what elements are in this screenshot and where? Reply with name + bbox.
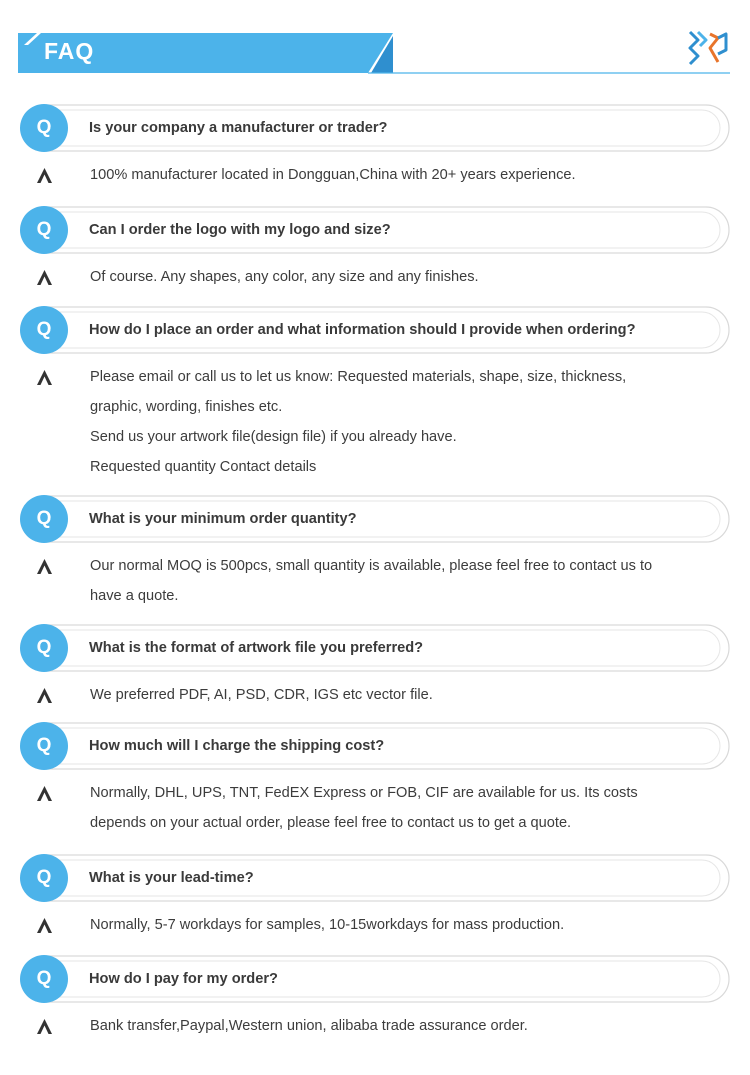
answer-line: graphic, wording, finishes etc.: [90, 399, 283, 415]
question-text: How much will I charge the shipping cost?: [89, 738, 385, 754]
answer-marker-icon: [36, 917, 53, 934]
answer-line: Bank transfer,Paypal,Western union, alibaba trade assurance order.: [90, 1018, 528, 1034]
answer-marker-icon: [36, 687, 53, 704]
answer-text: [90, 160, 710, 190]
answer-line: depends on your actual order, please feel free to contact us to get a quote.: [90, 815, 572, 831]
question-row: [20, 104, 730, 152]
answer-marker-icon: [36, 558, 53, 575]
question-row: [20, 955, 730, 1003]
page-header: [0, 0, 750, 90]
question-row: [20, 722, 730, 770]
answer-line: Normally, 5-7 workdays for samples, 10-15workdays for mass production.: [90, 917, 565, 933]
answer-marker-icon: [36, 369, 53, 386]
answer-marker-icon: [36, 167, 53, 184]
question-row: [20, 624, 730, 672]
question-text: How do I pay for my order?: [89, 971, 278, 987]
question-marker-icon: Q: [20, 722, 68, 770]
question-marker-icon: Q: [20, 955, 68, 1003]
answer-text: [90, 1011, 710, 1041]
answer-marker-icon: [36, 1018, 53, 1035]
question-text: What is your lead-time?: [89, 870, 254, 886]
question-marker-icon: Q: [20, 306, 68, 354]
answer-line: Of course. Any shapes, any color, any size and any finishes.: [90, 269, 479, 285]
question-marker-icon: Q: [20, 206, 68, 254]
question-row: [20, 495, 730, 543]
answer-line: Normally, DHL, UPS, TNT, FedEX Express or FOB, CIF are available for us. Its costs: [90, 785, 638, 801]
header-banner: [0, 0, 750, 80]
question-marker-icon: Q: [20, 495, 68, 543]
answer-text: [90, 551, 710, 611]
answer-marker-icon: [36, 785, 53, 802]
answer-line: Our normal MOQ is 500pcs, small quantity is available, please feel free to contact us to: [90, 558, 653, 574]
question-text: What is your minimum order quantity?: [89, 511, 357, 527]
question-row: [20, 306, 730, 354]
page-title: FAQ: [44, 38, 95, 64]
answer-line: We preferred PDF, AI, PSD, CDR, IGS etc vector file.: [90, 687, 433, 703]
question-text: Can I order the logo with my logo and size?: [89, 222, 391, 238]
answer-text: [90, 362, 710, 482]
question-text: How do I place an order and what information should I provide when ordering?: [89, 322, 636, 338]
answer-line: have a quote.: [90, 588, 179, 604]
question-row: [20, 206, 730, 254]
brand-logo-icon: [686, 28, 730, 68]
answer-marker-icon: [36, 269, 53, 286]
question-marker-icon: Q: [20, 854, 68, 902]
question-marker-icon: Q: [20, 104, 68, 152]
question-marker-icon: Q: [20, 624, 68, 672]
answer-line: Please email or call us to let us know: Requested materials, shape, size, thickness,: [90, 369, 627, 385]
question-row: [20, 854, 730, 902]
answer-line: Requested quantity Contact details: [90, 459, 317, 475]
answer-line: 100% manufacturer located in Dongguan,China with 20+ years experience.: [90, 167, 576, 183]
answer-text: [90, 910, 710, 940]
answer-text: [90, 262, 710, 292]
answer-text: [90, 778, 710, 838]
question-text: Is your company a manufacturer or trader?: [89, 120, 388, 136]
answer-line: Send us your artwork file(design file) if you already have.: [90, 429, 457, 445]
answer-text: [90, 680, 710, 710]
question-text: What is the format of artwork file you preferred?: [89, 640, 424, 656]
